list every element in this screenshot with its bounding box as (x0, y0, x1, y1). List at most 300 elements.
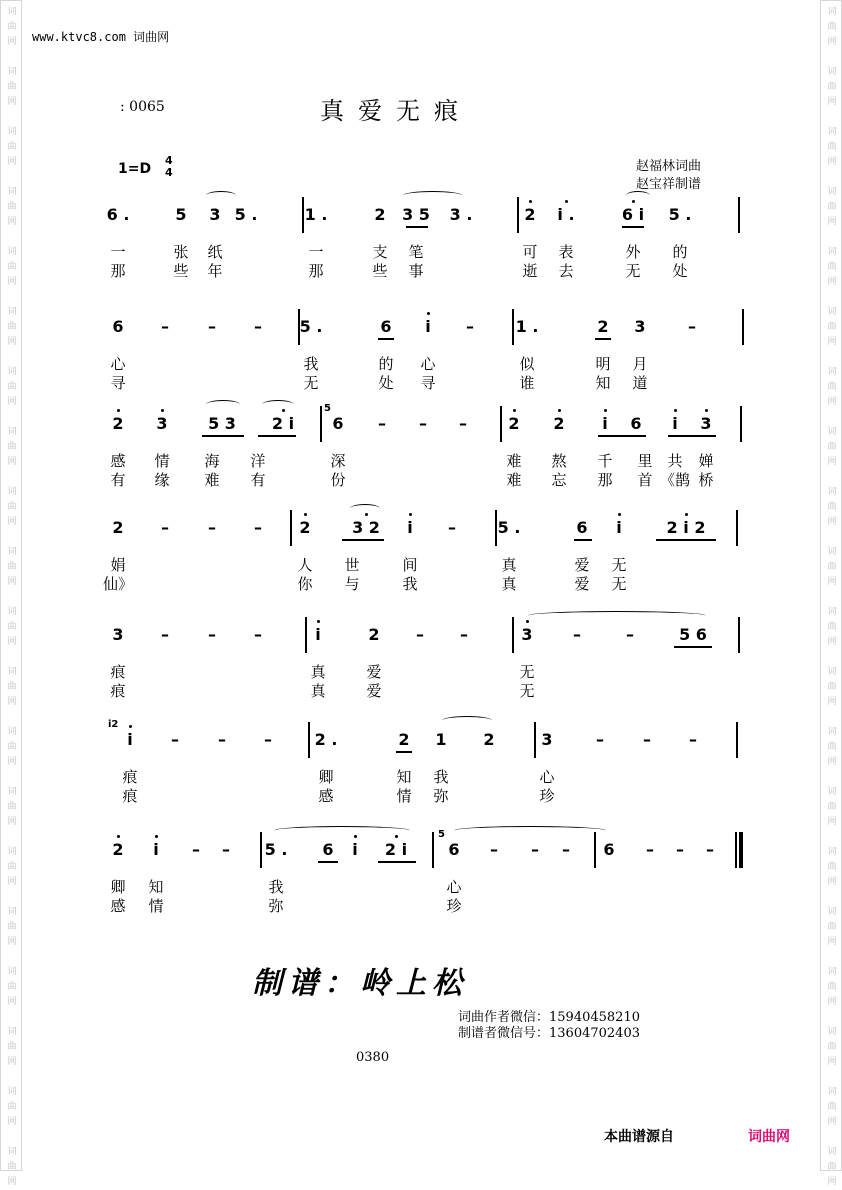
system-3-note: 6 (630, 414, 642, 433)
lyric-verse1: 痕 (122, 768, 138, 786)
watermark-text: 词 曲 网 (7, 487, 17, 527)
octave-dot (395, 835, 398, 838)
lyric-verse2: 痕 (110, 682, 126, 700)
octave-dot (161, 409, 164, 412)
bar-line (432, 832, 434, 868)
system-3-note: 2 (112, 414, 124, 433)
grace-note: 5 (324, 403, 331, 414)
system-7-note: 6 (603, 840, 615, 859)
lyric-verse1: 月 (632, 355, 648, 373)
watermark-text: 词 曲 网 (827, 247, 837, 287)
lyric-verse1: 我 (268, 878, 284, 896)
time-signature-numerator: 4 (165, 154, 173, 167)
system-6-note: 2 (398, 730, 410, 749)
system-5-dash: – (161, 625, 169, 644)
lyric-verse2: 首 (637, 471, 653, 489)
system-1-note: i . (557, 205, 575, 224)
lyric-verse1: 娟 (110, 556, 126, 574)
bar-line (305, 617, 307, 653)
system-3-note: 2 (508, 414, 520, 433)
system-4-note: i (616, 518, 622, 537)
maker-wechat: 制谱者微信号：13604702403 (458, 1026, 640, 1041)
lyric-verse1: 间 (402, 556, 418, 574)
octave-dot (317, 620, 320, 623)
system-7-dash: – (646, 840, 654, 859)
lyric-verse2: 处 (672, 262, 688, 280)
lyric-verse1: 知 (396, 768, 412, 786)
system-4-note: 2 (299, 518, 311, 537)
system-6-dash: – (218, 730, 226, 749)
right-watermark-strip (820, 0, 842, 1187)
lyric-verse1: 世 (344, 556, 360, 574)
beam-underline (674, 646, 712, 648)
watermark-text: 词 曲 网 (7, 427, 17, 467)
watermark-text: 词 曲 网 (827, 487, 837, 527)
watermark-text: 词 曲 网 (827, 1087, 837, 1127)
system-3-note: 2 i (271, 414, 295, 433)
system-7-dash: – (490, 840, 498, 859)
system-2-note: 6 (380, 317, 392, 336)
grace-note: 5 (438, 829, 445, 840)
lyric-verse1: 我 (433, 768, 449, 786)
slur-arc (442, 716, 492, 725)
lyric-verse1: 可 (522, 243, 538, 261)
lyric-verse1: 外 (625, 243, 641, 261)
lyric-verse2: 无 (611, 575, 627, 593)
lyric-verse2: 痕 (122, 787, 138, 805)
lyric-verse1: 情 (154, 452, 170, 470)
lyric-verse2: 难 (204, 471, 220, 489)
octave-dot (427, 312, 430, 315)
lyric-verse2: 忘 (551, 471, 567, 489)
left-watermark-strip (0, 0, 22, 1187)
lyric-verse1: 一 (110, 243, 126, 261)
bar-line (495, 510, 497, 546)
lyric-verse1: 洋 (250, 452, 266, 470)
watermark-text: 词 曲 网 (827, 727, 837, 767)
bar-line (736, 722, 738, 758)
octave-dot (674, 409, 677, 412)
maker-signature: 制谱：岭上松 (252, 966, 468, 1001)
bar-line (594, 832, 596, 868)
watermark-text: 词 曲 网 (7, 1147, 17, 1187)
system-7-dash: – (562, 840, 570, 859)
lyric-verse1: 支 (372, 243, 388, 261)
beam-underline (668, 435, 716, 437)
octave-dot (558, 409, 561, 412)
slur-arc (350, 504, 380, 513)
system-2-note: 3 (634, 317, 646, 336)
slur-arc (528, 611, 706, 620)
system-6-note: 2 (483, 730, 495, 749)
lyric-verse2: 我 (402, 575, 418, 593)
system-7-note: 2 (112, 840, 124, 859)
system-2-note: 6 (112, 317, 124, 336)
lyric-verse1: 心 (446, 878, 462, 896)
lyric-verse2: 年 (207, 262, 223, 280)
lyric-verse2: 爱 (366, 682, 382, 700)
system-2-dash: – (466, 317, 474, 336)
beam-underline (595, 338, 611, 340)
system-2-note: 5 . (299, 317, 323, 336)
system-3-note: i (672, 414, 678, 433)
system-1-note: 1 . (304, 205, 328, 224)
beam-underline (378, 338, 394, 340)
system-1-note: 5 . (668, 205, 692, 224)
system-3-note: 6 (332, 414, 344, 433)
lyric-verse1: 无 (519, 663, 535, 681)
system-4-dash: – (161, 518, 169, 537)
lyric-verse1: 笔 (408, 243, 424, 261)
bar-line (500, 406, 502, 442)
beam-underline (598, 435, 646, 437)
bar-line (742, 309, 744, 345)
watermark-text: 词 曲 网 (827, 307, 837, 347)
lyric-verse2: 桥 (698, 471, 714, 489)
watermark-text: 词 曲 网 (7, 247, 17, 287)
bar-line (534, 722, 536, 758)
bar-line (740, 406, 742, 442)
lyric-verse2: 那 (110, 262, 126, 280)
lyric-verse2: 弥 (433, 787, 449, 805)
system-5-note: 5 6 (679, 625, 707, 644)
watermark-text: 词 曲 网 (827, 1027, 837, 1067)
octave-dot (565, 200, 568, 203)
bar-line (260, 832, 262, 868)
slur-arc (274, 826, 410, 835)
watermark-text: 词 曲 网 (827, 787, 837, 827)
watermark-text: 词 曲 网 (7, 967, 17, 1007)
lyric-verse2: 些 (173, 262, 189, 280)
system-2-note: 2 (597, 317, 609, 336)
lyric-verse1: 一 (308, 243, 324, 261)
system-6-dash: – (171, 730, 179, 749)
system-3-dash: – (378, 414, 386, 433)
watermark-text: 词 曲 网 (827, 1147, 837, 1187)
beam-underline (342, 539, 384, 541)
system-3-note: 3 (156, 414, 168, 433)
lyric-verse2: 处 (378, 374, 394, 392)
source-label: 本曲谱源自 (604, 1129, 674, 1145)
lyric-verse1: 婵 (698, 452, 714, 470)
system-7-note: 2 i (384, 840, 408, 859)
system-1-note: 2 (374, 205, 386, 224)
lyric-verse1: 人 (297, 556, 313, 574)
lyric-verse1: 爱 (366, 663, 382, 681)
system-3-note: 3 (700, 414, 712, 433)
system-2-note: i (425, 317, 431, 336)
system-7-dash: – (192, 840, 200, 859)
lyric-verse2: 无 (625, 262, 641, 280)
slur-arc (206, 191, 236, 200)
system-7-note: 5 . (264, 840, 288, 859)
bar-line (517, 197, 519, 233)
lyric-verse2: 难 (506, 471, 522, 489)
lyric-verse2: 那 (597, 471, 613, 489)
watermark-text: 词 曲 网 (7, 67, 17, 107)
lyric-verse2: 感 (318, 787, 334, 805)
watermark-text: 词 曲 网 (7, 847, 17, 887)
lyric-verse2: 知 (595, 374, 611, 392)
lyric-verse2: 爱 (574, 575, 590, 593)
site-url[interactable]: www.ktvc8.com 词曲网 (32, 30, 170, 44)
system-5-note: 3 (521, 625, 533, 644)
lyric-verse1: 真 (501, 556, 517, 574)
system-7-dash: – (531, 840, 539, 859)
key-signature: 1=D (118, 161, 152, 177)
lyric-verse2: 你 (297, 575, 313, 593)
octave-dot (155, 835, 158, 838)
bar-line (290, 510, 292, 546)
watermark-text: 词 曲 网 (827, 847, 837, 887)
beam-underline (574, 539, 592, 541)
system-3-dash: – (419, 414, 427, 433)
slur-arc (206, 400, 240, 409)
slur-arc (626, 191, 650, 200)
bar-line (298, 309, 300, 345)
system-7-note: 6 (322, 840, 334, 859)
bar-line (738, 197, 740, 233)
system-4-note: i (407, 518, 413, 537)
lyric-verse2: 情 (396, 787, 412, 805)
system-2-dash: – (208, 317, 216, 336)
lyric-verse2: 《鹊 (659, 471, 691, 489)
watermark-text: 词 曲 网 (7, 7, 17, 47)
system-1-note: 6 i (621, 205, 645, 224)
time-signature (165, 155, 173, 179)
watermark-text: 词 曲 网 (7, 787, 17, 827)
lyric-verse2: 有 (250, 471, 266, 489)
system-4-dash: – (208, 518, 216, 537)
bar-line (735, 832, 737, 868)
lyric-verse1: 里 (637, 452, 653, 470)
watermark-text: 词 曲 网 (827, 607, 837, 647)
watermark-text: 词 曲 网 (7, 367, 17, 407)
beam-underline (318, 861, 338, 863)
octave-dot (117, 835, 120, 838)
system-1-note: 6 . (106, 205, 130, 224)
system-6-dash: – (689, 730, 697, 749)
watermark-text: 词 曲 网 (7, 907, 17, 947)
lyric-verse1: 卿 (110, 878, 126, 896)
lyric-verse1: 熬 (551, 452, 567, 470)
beam-underline (406, 226, 428, 228)
system-6-note: 3 (541, 730, 553, 749)
octave-dot (129, 725, 132, 728)
system-2-dash: – (161, 317, 169, 336)
author-wechat: 词曲作者微信：15940458210 (458, 1010, 640, 1025)
system-6-note: 1 (435, 730, 447, 749)
lyric-verse2: 道 (632, 374, 648, 392)
beam-underline (656, 539, 716, 541)
octave-dot (618, 513, 621, 516)
bar-line (512, 617, 514, 653)
lyric-verse2: 珍 (539, 787, 555, 805)
system-2-note: 1 . (515, 317, 539, 336)
system-4-dash: – (254, 518, 262, 537)
beam-underline (622, 226, 644, 228)
lyric-verse2: 感 (110, 897, 126, 915)
lyric-verse1: 的 (378, 355, 394, 373)
beam-underline (258, 435, 296, 437)
watermark-text: 词 曲 网 (827, 667, 837, 707)
octave-dot (117, 409, 120, 412)
watermark-text: 词 曲 网 (7, 187, 17, 227)
lyricist-credit: 赵福林词曲 (636, 159, 702, 174)
system-1-note: 3 . (449, 205, 473, 224)
lyric-verse1: 感 (110, 452, 126, 470)
time-signature-denominator: 4 (165, 166, 173, 179)
lyric-verse2: 无 (303, 374, 319, 392)
watermark-text: 词 曲 网 (827, 187, 837, 227)
beam-underline (396, 751, 412, 753)
octave-dot (526, 620, 529, 623)
system-5-note: 2 (368, 625, 380, 644)
system-4-note: 6 (576, 518, 588, 537)
lyric-verse1: 真 (310, 663, 326, 681)
system-7-dash: – (222, 840, 230, 859)
octave-dot (354, 835, 357, 838)
watermark-text: 词 曲 网 (7, 667, 17, 707)
octave-dot (705, 409, 708, 412)
system-5-note: 3 (112, 625, 124, 644)
lyric-verse1: 难 (506, 452, 522, 470)
watermark-text: 词 曲 网 (827, 67, 837, 107)
lyric-verse1: 表 (558, 243, 574, 261)
system-4-note: 2 (112, 518, 124, 537)
lyric-verse1: 知 (148, 878, 164, 896)
system-7-dash: – (676, 840, 684, 859)
octave-dot (409, 513, 412, 516)
octave-dot (513, 409, 516, 412)
octave-dot (304, 513, 307, 516)
octave-dot (529, 200, 532, 203)
lyric-verse2: 弥 (268, 897, 284, 915)
watermark-text: 词 曲 网 (7, 607, 17, 647)
page-number: 0380 (356, 1050, 390, 1065)
final-bar-line (739, 832, 743, 868)
song-code: : 0065 (120, 99, 165, 115)
bar-line (512, 309, 514, 345)
system-5-dash: – (416, 625, 424, 644)
system-1-note: 5 (175, 205, 187, 224)
slur-arc (454, 826, 606, 835)
lyric-verse1: 心 (420, 355, 436, 373)
watermark-text: 词 曲 网 (827, 427, 837, 467)
system-2-dash: – (688, 317, 696, 336)
arranger-credit: 赵宝祥制谱 (636, 177, 702, 192)
lyric-verse1: 纸 (207, 243, 223, 261)
lyric-verse2: 份 (330, 471, 346, 489)
lyric-verse2: 逝 (522, 262, 538, 280)
lyric-verse2: 真 (310, 682, 326, 700)
watermark-text: 词 曲 网 (7, 1027, 17, 1067)
system-2-dash: – (254, 317, 262, 336)
system-6-dash: – (643, 730, 651, 749)
system-4-note: 5 . (497, 518, 521, 537)
lyric-verse1: 痕 (110, 663, 126, 681)
bar-line (736, 510, 738, 546)
octave-dot (685, 513, 688, 516)
lyric-verse2: 真 (501, 575, 517, 593)
bar-line (320, 406, 322, 442)
page-title: 真爱无痕 (320, 97, 472, 125)
system-3-dash: – (459, 414, 467, 433)
system-5-dash: – (573, 625, 581, 644)
bar-line (738, 617, 740, 653)
watermark-text: 词 曲 网 (7, 307, 17, 347)
slur-arc (262, 400, 294, 409)
lyric-verse1: 明 (595, 355, 611, 373)
lyric-verse1: 海 (204, 452, 220, 470)
octave-dot (632, 200, 635, 203)
watermark-text: 词 曲 网 (7, 1087, 17, 1127)
lyric-verse2: 缘 (154, 471, 170, 489)
system-3-note: i (602, 414, 608, 433)
lyric-verse2: 与 (344, 575, 360, 593)
watermark-text: 词 曲 网 (827, 367, 837, 407)
lyric-verse2: 有 (110, 471, 126, 489)
watermark-text: 词 曲 网 (7, 727, 17, 767)
system-3-note: 2 (553, 414, 565, 433)
lyric-verse1: 我 (303, 355, 319, 373)
lyric-verse1: 无 (611, 556, 627, 574)
watermark-text: 词 曲 网 (827, 7, 837, 47)
bar-line (302, 197, 304, 233)
system-1-note: 3 5 (402, 205, 430, 224)
beam-underline (378, 861, 416, 863)
lyric-verse2: 谁 (519, 374, 535, 392)
system-3-note: 5 3 (208, 414, 236, 433)
lyric-verse2: 寻 (420, 374, 436, 392)
lyric-verse1: 深 (330, 452, 346, 470)
system-1-note: 5 . (234, 205, 258, 224)
system-5-dash: – (254, 625, 262, 644)
beam-underline (202, 435, 244, 437)
lyric-verse1: 心 (110, 355, 126, 373)
watermark-text: 词 曲 网 (827, 547, 837, 587)
bar-line (308, 722, 310, 758)
system-7-note: 6 (448, 840, 460, 859)
system-1-note: 2 (524, 205, 536, 224)
octave-dot (282, 409, 285, 412)
lyric-verse1: 的 (672, 243, 688, 261)
system-6-dash: – (596, 730, 604, 749)
system-4-dash: – (448, 518, 456, 537)
lyric-verse1: 千 (597, 452, 613, 470)
system-5-note: i (315, 625, 321, 644)
system-4-note: 3 2 (352, 518, 380, 537)
lyric-verse2: 寻 (110, 374, 126, 392)
watermark-text: 词 曲 网 (7, 127, 17, 167)
lyric-verse1: 似 (519, 355, 535, 373)
lyric-verse2: 珍 (446, 897, 462, 915)
source-brand-link[interactable]: 词曲网 (748, 1129, 790, 1145)
grace-note: i2 (108, 719, 119, 730)
system-7-note: i (352, 840, 358, 859)
lyric-verse2: 仙》 (102, 575, 134, 593)
octave-dot (365, 513, 368, 516)
lyric-verse1: 卿 (318, 768, 334, 786)
watermark-text: 词 曲 网 (827, 127, 837, 167)
system-5-dash: – (626, 625, 634, 644)
system-1-note: 3 (209, 205, 221, 224)
system-6-note: 2 . (314, 730, 338, 749)
lyric-verse2: 些 (372, 262, 388, 280)
system-7-note: i (153, 840, 159, 859)
lyric-verse2: 事 (408, 262, 424, 280)
lyric-verse1: 共 (667, 452, 683, 470)
